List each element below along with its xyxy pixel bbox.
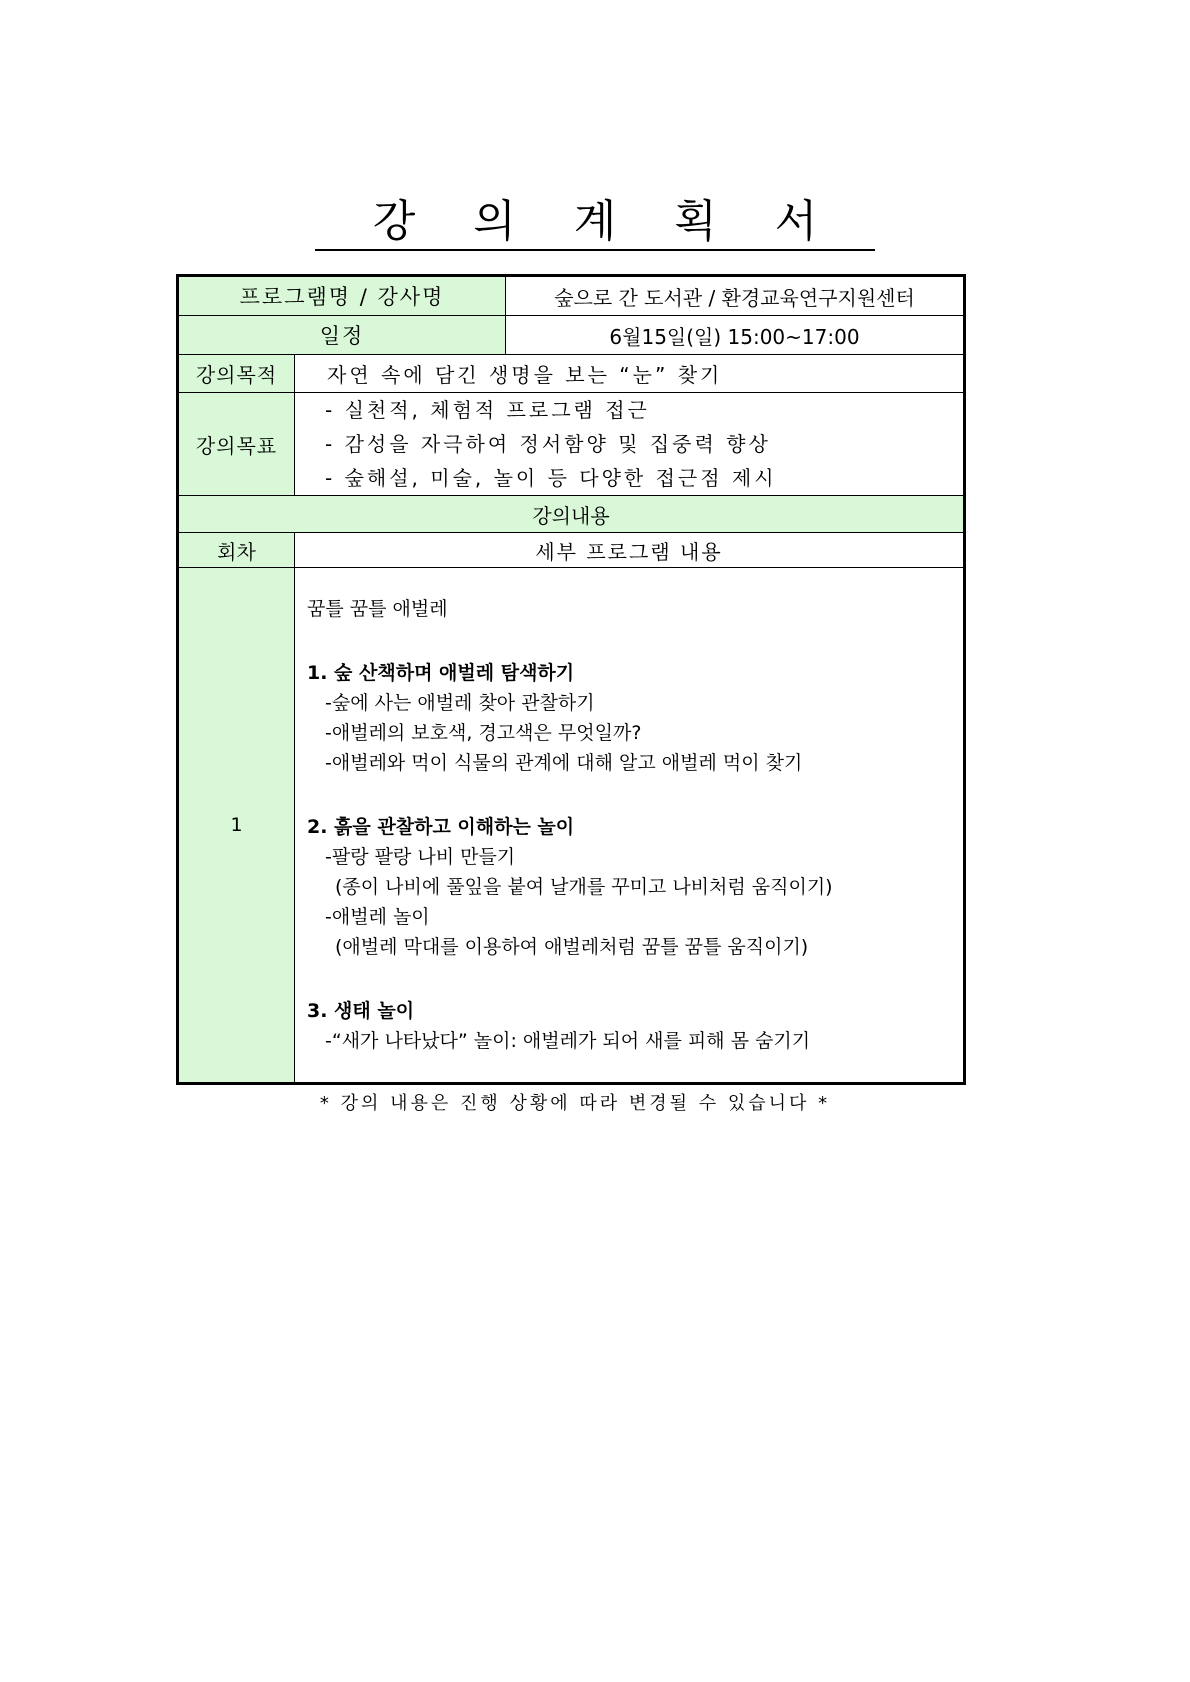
content-header-row (178, 496, 965, 533)
session-row (178, 568, 965, 1084)
section-item: -숲에 사는 애벌레 찾아 관찰하기 (325, 692, 595, 714)
goal-item: - 감성을 자극하여 정서함양 및 집중력 향상 (325, 432, 771, 456)
section-item: (애벌레 막대를 이용하여 애벌레처럼 꿈틀 꿈틀 움직이기) (335, 936, 809, 958)
goals-row (178, 393, 965, 496)
section-item: -애벌레와 먹이 식물의 관계에 대해 알고 애벌레 먹이 찾기 (325, 752, 803, 774)
objective-value: 자연 속에 담긴 생명을 보는 “눈” 찾기 (295, 355, 965, 393)
goals-label: 강의목표 (178, 393, 295, 496)
column-header-row (178, 533, 965, 568)
section-title: 3. 생태 놀이 (307, 1000, 415, 1022)
section-item: -애벌레의 보호색, 경고색은 무엇일까? (325, 722, 642, 744)
section-title: 2. 흙을 관찰하고 이해하는 놀이 (307, 816, 575, 838)
footnote: * 강의 내용은 진행 상황에 따라 변경될 수 있습니다 * (319, 1093, 831, 1114)
content-heading: 꿈틀 꿈틀 애벌레 (307, 598, 448, 620)
session-content (295, 568, 965, 1084)
goal-item: - 숲해설, 미술, 놀이 등 다양한 접근점 제시 (325, 466, 777, 490)
program-row (178, 276, 965, 316)
section-item: -애벌레 놀이 (325, 906, 430, 928)
section-item: (종이 나비에 풀잎을 붙여 날개를 꾸미고 나비처럼 움직이기) (335, 876, 833, 898)
objective-label: 강의목적 (178, 355, 295, 393)
detail-header: 세부 프로그램 내용 (295, 533, 965, 568)
section-title: 1. 숲 산책하며 애벌레 탐색하기 (307, 662, 575, 684)
section-item: -“새가 나타났다” 놀이: 애벌레가 되어 새를 피해 몸 숨기기 (325, 1030, 811, 1052)
title-text: 강의계획서 (315, 195, 876, 251)
program-value: 숲으로 간 도서관 / 환경교육연구지원센터 (506, 276, 965, 316)
content-header: 강의내용 (178, 496, 965, 533)
schedule-label: 일정 (178, 316, 506, 355)
section-item: -팔랑 팔랑 나비 만들기 (325, 846, 516, 868)
program-label: 프로그램명 / 강사명 (178, 276, 506, 316)
objective-row (178, 355, 965, 393)
goal-item: - 실천적, 체험적 프로그램 접근 (325, 398, 650, 422)
schedule-value: 6월15일(일) 15:00~17:00 (506, 316, 965, 355)
lecture-plan-table (176, 274, 966, 1085)
session-number: 1 (178, 568, 295, 1084)
schedule-row (178, 316, 965, 355)
goals-list (295, 393, 965, 496)
session-header: 회차 (178, 533, 295, 568)
document-title (0, 195, 1190, 251)
